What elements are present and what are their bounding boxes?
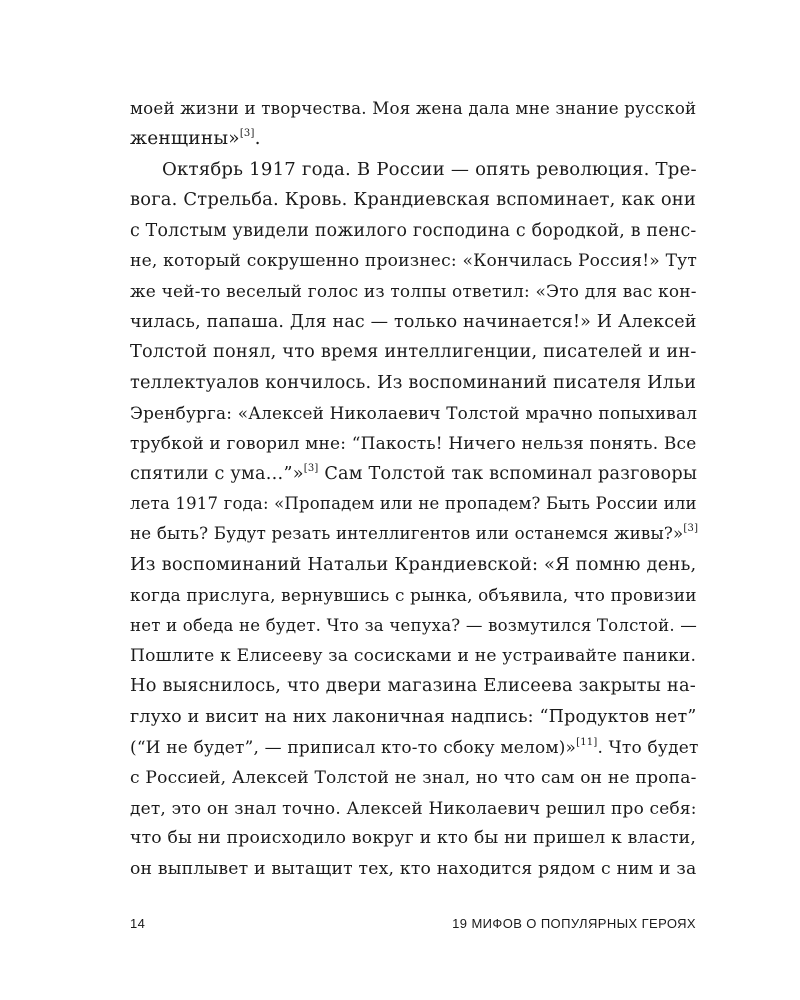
text-line: с Россией, Алексей Толстой не знал, но что сам он не пропа- xyxy=(130,767,697,788)
text-line: женщины»[3]. xyxy=(130,128,261,150)
text-line: что бы ни происходило вокруг и кто бы ни пришел к власти, xyxy=(130,828,696,849)
text-line: же чей-то веселый голос из толпы ответил: «Это для вас кон- xyxy=(130,281,697,302)
running-title: 19 МИФОВ О ПОПУЛЯРНЫХ ГЕРОЯХ xyxy=(452,916,696,931)
text-line: Из воспоминаний Натальи Крандиевской: «Я помню день, xyxy=(130,553,697,575)
text-line: глухо и висит на них лаконичная надпись: “Продуктов нет” xyxy=(130,706,697,727)
text-line: он выплывет и вытащит тех, кто находится рядом с ним и за xyxy=(130,858,697,879)
text-line: нет и обеда не будет. Что за чепуха? — возмутился Толстой. — xyxy=(130,615,698,635)
text-line: спятили с ума…”»[3] Сам Толстой так вспоминал разговоры xyxy=(130,462,698,484)
text-line: Пошлите к Елисееву за сосисками и не устраивайте паники. xyxy=(130,646,697,667)
text-line: когда прислуга, вернувшись с рынка, объявила, что провизии xyxy=(130,585,697,606)
text-line: трубкой и говорил мне: “Пакость! Ничего нельзя понять. Все xyxy=(130,433,697,454)
text-line: Но выяснилось, что двери магазина Елисеева закрыты на- xyxy=(130,675,696,697)
text-line: вога. Стрельба. Кровь. Крандиевская вспоминает, как они xyxy=(130,189,696,211)
text-line: с Толстым увидели пожилого господина с бородкой, в пенс- xyxy=(130,220,697,241)
text-line: чилась, папаша. Для нас — только начинается!» И Алексей xyxy=(130,311,697,332)
body-text xyxy=(130,94,699,884)
footnote-ref: [3] xyxy=(683,523,699,535)
text-line: Толстой понял, что время интеллигенции, писателей и ин- xyxy=(130,342,697,363)
text-line: не быть? Будут резать интеллигентов или останемся живы?»[3] xyxy=(130,523,699,544)
text-line: моей жизни и творчества. Моя жена дала мне знание русской xyxy=(130,99,697,118)
footnote-ref: [3] xyxy=(303,462,319,474)
text-line: (“И не будет”, — приписал кто-то сбоку мелом)»[11]. Что будет xyxy=(130,737,699,758)
text-line: Эренбурга: «Алексей Николаевич Толстой мрачно попыхивал xyxy=(130,402,698,423)
text-line: Октябрь 1917 года. В России — опять революция. Тре- xyxy=(162,158,697,180)
text-line: лета 1917 года: «Пропадем или не пропадем? Быть России или xyxy=(130,494,697,514)
footnote-ref: [3] xyxy=(239,128,255,140)
page-footer xyxy=(130,916,696,931)
text-line: дет, это он знал точно. Алексей Николаевич решил про себя: xyxy=(130,797,697,818)
page-number: 14 xyxy=(130,916,146,931)
footnote-ref: [11] xyxy=(576,737,598,749)
text-line: не, который сокрушенно произнес: «Кончилась Россия!» Тут xyxy=(130,250,698,271)
text-line: теллектуалов кончилось. Из воспоминаний писателя Ильи xyxy=(130,372,697,393)
